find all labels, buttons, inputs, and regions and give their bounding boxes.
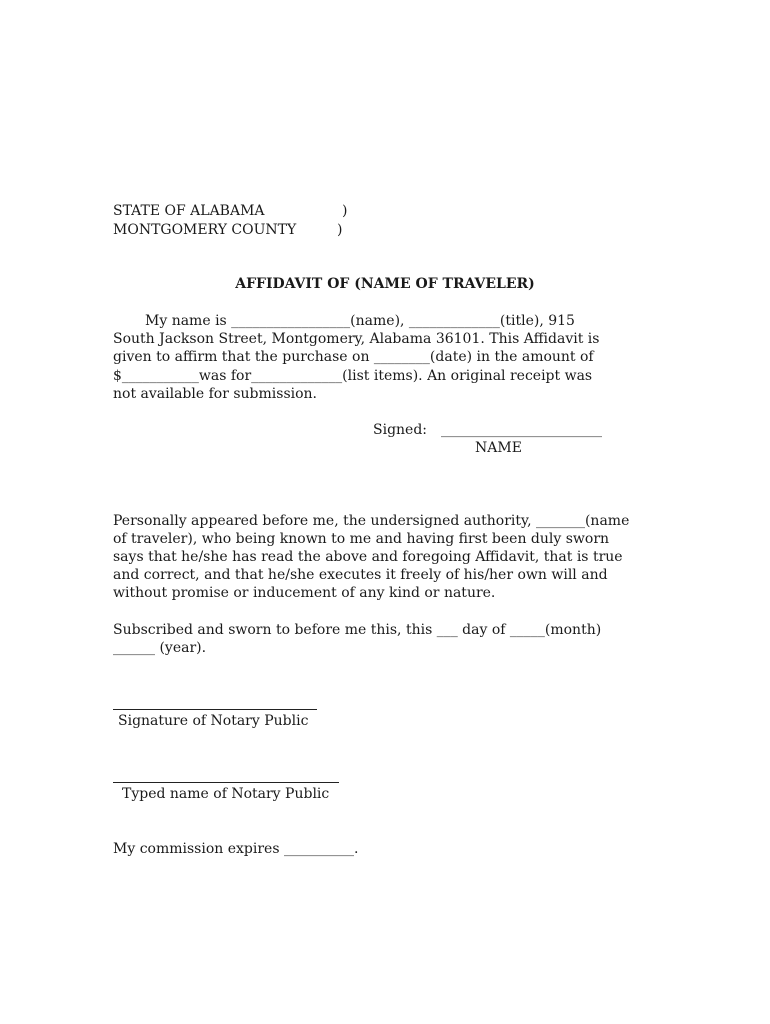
body-line-1: My name is _________________(name), _____________(title), 915 — [145, 313, 575, 329]
caption-paren: ) — [342, 203, 348, 219]
signed-line: _______________________ — [441, 422, 602, 438]
appearance-line-4: and correct, and that he/she executes it freely of his/her own will and — [113, 567, 608, 583]
caption-state-row — [113, 203, 348, 219]
caption-paren: ) — [337, 222, 343, 238]
appearance-line-5: without promise or inducement of any kind or nature. — [113, 585, 496, 601]
notary-signature-label: Signature of Notary Public — [118, 713, 309, 729]
body-line-4: $___________was for_____________(list items). An original receipt was — [113, 368, 593, 384]
sworn-line-1: Subscribed and sworn to before me this, this ___ day of _____(month) — [113, 622, 602, 638]
body-line-2: South Jackson Street, Montgomery, Alabama 36101. This Affidavit is — [113, 331, 600, 347]
notary-typed-name-label: Typed name of Notary Public — [122, 786, 330, 802]
notary-signature-line — [113, 709, 317, 710]
appearance-line-1: Personally appeared before me, the undersigned authority, _______(name — [113, 513, 630, 529]
appearance-line-2: of traveler), who being known to me and having first been duly sworn — [113, 531, 610, 547]
notary-typed-name-line — [113, 782, 339, 783]
body-line-3: given to affirm that the purchase on ________(date) in the amount of — [113, 349, 594, 365]
document-title: AFFIDAVIT OF (NAME OF TRAVELER) — [235, 276, 535, 292]
sworn-line-2: ______ (year). — [113, 640, 207, 656]
appearance-line-3: says that he/she has read the above and foregoing Affidavit, that is true — [113, 549, 623, 565]
caption-state: STATE OF ALABAMA — [113, 203, 265, 219]
caption-county-row — [113, 222, 343, 238]
signer-name-label: NAME — [475, 440, 522, 456]
body-line-5: not available for submission. — [113, 386, 318, 402]
commission-expires: My commission expires __________. — [113, 841, 359, 857]
signed-label: Signed: — [373, 422, 428, 438]
caption-county: MONTGOMERY COUNTY — [113, 222, 297, 238]
